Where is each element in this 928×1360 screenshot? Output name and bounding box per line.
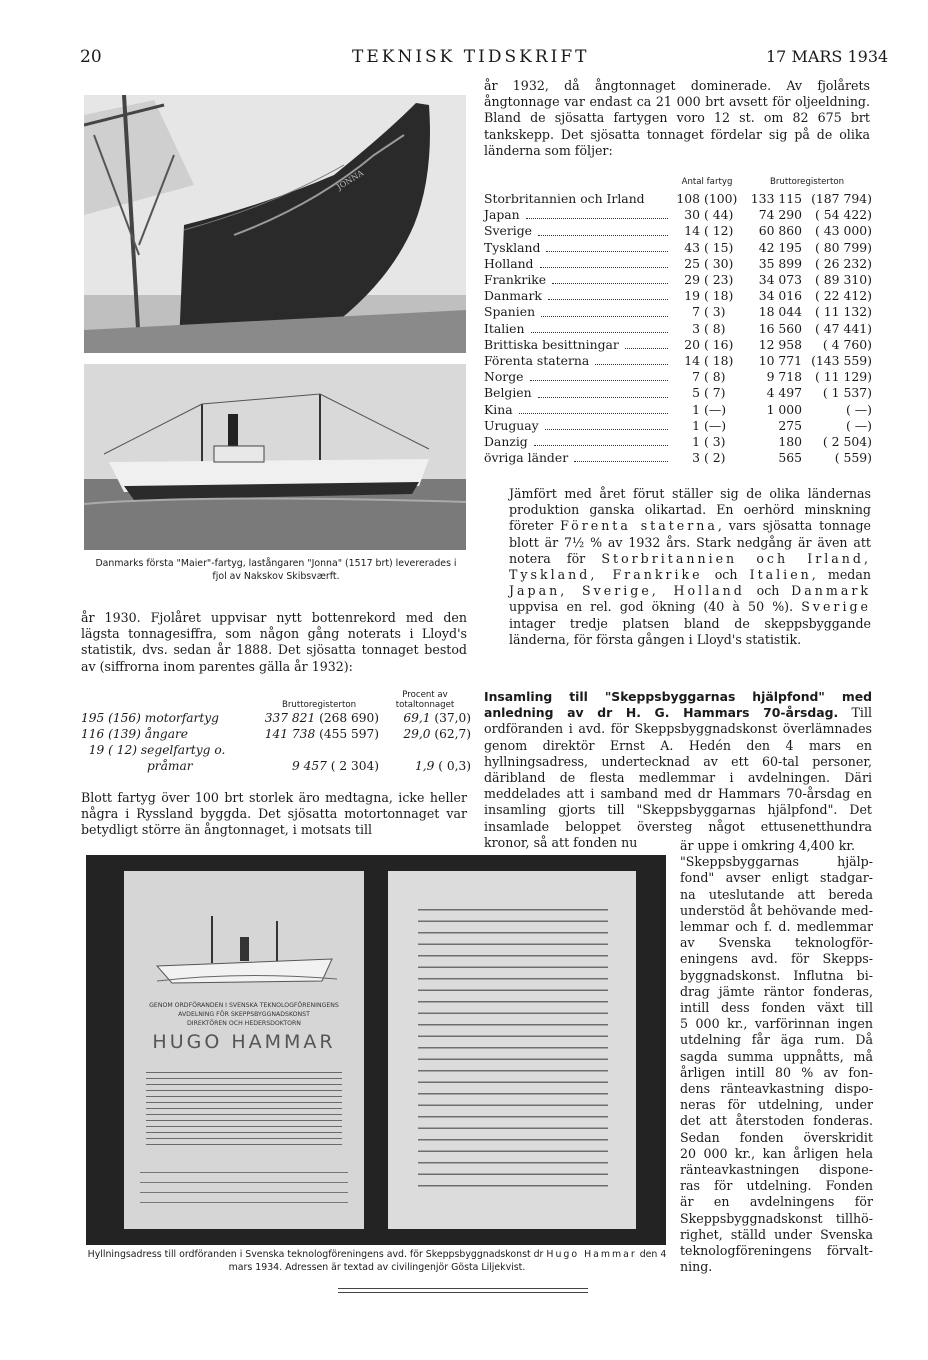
brt-value: 9 718 <box>766 369 803 385</box>
insamling-paragraph <box>484 689 872 851</box>
brt-value: 34 073 <box>758 272 803 288</box>
table-row <box>484 418 872 434</box>
brt-value: 42 195 <box>758 239 803 255</box>
table-row <box>484 369 872 385</box>
rule-top <box>338 1288 588 1289</box>
pct-header <box>379 690 471 710</box>
ships-prev: ( 8) <box>704 320 726 336</box>
rule-bottom <box>338 1292 588 1293</box>
country-name: Danmark <box>484 288 542 304</box>
table-row <box>484 434 872 450</box>
ships-count: 1 <box>692 417 701 433</box>
brt-value: 35 899 <box>758 255 803 271</box>
brt-prev: (143 559) <box>811 353 872 369</box>
text-line: neras för utdelning, under <box>680 1097 873 1113</box>
ships-prev: (—) <box>704 401 727 417</box>
pct-header-line1: Procent av <box>402 690 448 700</box>
country-name: Storbritannien och Irland <box>484 191 645 206</box>
brt-value: 34 016 <box>758 288 803 304</box>
text-line: understöd åt behövande med- <box>680 902 873 918</box>
text-line: drag jämte räntor fonderas, <box>680 983 873 999</box>
text-line: fond" avser enligt stadgar- <box>680 870 873 886</box>
text-line: byggnadskonst. Influtna bi- <box>680 967 873 983</box>
text-line: eningens avd. för Skepps- <box>680 951 873 967</box>
country-name: Frankrike <box>484 272 547 288</box>
brt-prev: ( 54 422) <box>815 207 872 223</box>
text-line: intill dess fonden växt till <box>680 1000 873 1016</box>
country-name: Uruguay <box>484 417 539 433</box>
brt-prev: ( 2 504) <box>822 434 872 450</box>
brt-prev: ( 11 132) <box>815 304 872 320</box>
text-line: årligen intill 80 % av fon- <box>680 1064 873 1080</box>
address-text-block <box>146 1067 342 1147</box>
text-line: lemmar och f. d. medlemmar <box>680 919 873 935</box>
ships-header: Antal fartyg <box>681 177 733 187</box>
country-name: Belgien <box>484 385 532 401</box>
ships-prev: ( 3) <box>704 304 726 320</box>
brt-header: Bruttoregisterton <box>281 700 357 710</box>
ships-prev: ( 7) <box>704 385 726 401</box>
left-outro-paragraph: Blott fartyg över 100 brt storlek äro medtagna, icke heller några i Ryssland byggda. Det sjösatta motortonnaget var betydligt större än ångtonnaget, i motsats till <box>81 790 467 838</box>
insamling-body: Till ordföranden i avd. för Skeppsbyggnadskonst överlämnades genom direktör Ernst A. Hedén den 4 mars en hyllningsadress, undertecknad av ett 60-tal personer, däribland de flesta medlemmar i avdelningen. Däri meddelades att i samband med dr Hammars 70-årsdag en insamling gjorts till "Skeppsbyggarnas hjälpfond". Det insamlade beloppet översteg något ettusenetthundra kronor, så att fonden nu <box>484 705 872 850</box>
text-line: utdelning får äga rum. Då <box>680 1032 873 1048</box>
brt-prev: ( 22 412) <box>815 288 872 304</box>
ships-prev: ( 30) <box>704 255 734 271</box>
brt-prev: ( 4 760) <box>822 336 872 352</box>
leader-dots <box>534 434 668 446</box>
brt-value: 565 <box>778 450 803 466</box>
address-signatures-right <box>418 899 608 1189</box>
brt-prev: ( 89 310) <box>815 272 872 288</box>
ships-prev: (100) <box>704 191 738 206</box>
issue-date: 17 MARS 1934 <box>766 47 889 66</box>
ships-prev: ( 16) <box>704 336 734 352</box>
country-name: Sverige <box>484 223 532 239</box>
ships-count: 30 <box>684 207 701 223</box>
table-row <box>484 191 872 207</box>
brt-prev: ( 1 537) <box>822 385 872 401</box>
country-name: Holland <box>484 255 534 271</box>
brt-value: 180 <box>778 434 803 450</box>
brt-header-right: Bruttoregisterton <box>769 177 845 187</box>
leader-dots <box>548 288 668 300</box>
text-line: ränteavkastningen dispone- <box>680 1162 873 1178</box>
leader-dots <box>531 321 669 333</box>
tonnage-type-table <box>81 690 471 774</box>
address-heading: GENOM ORDFÖRANDEN I SVENSKA TEKNOLOGFÖRENINGENS AVDELNING FÖR SKEPPSBYGGNADSKONST DIREKTÖREN OCH HEDERSDOKTORN <box>149 1002 339 1027</box>
ships-prev: ( 44) <box>704 207 734 223</box>
table-row-cont: pråmar 9 457 ( 2 304) 1,9 ( 0,3) <box>147 759 471 773</box>
leader-dots <box>541 304 668 316</box>
leader-dots <box>546 240 668 252</box>
right-intro-paragraph: år 1932, då ångtonnaget dominerade. Av fjolårets ångtonnage var endast ca 21 000 brt avsett för oljeeldning. Bland de sjösatta fartygen voro 12 st. om 82 675 brt tankskepp. Det sjösatta tonnaget fördelar sig på de olika länderna som följer: <box>484 78 870 158</box>
text-line: ras för utdelning. Fonden <box>680 1178 873 1194</box>
table-row <box>484 402 872 418</box>
table-row <box>484 304 872 320</box>
ships-count: 7 <box>692 304 701 320</box>
brt-value: 18 044 <box>758 304 803 320</box>
table-row <box>484 256 872 272</box>
ships-count: 1 <box>692 434 701 450</box>
country-name: övriga länder <box>484 450 569 466</box>
leader-dots <box>526 207 668 219</box>
text-line: righet, ställd under Svenska <box>680 1226 873 1242</box>
address-right-page <box>388 871 636 1229</box>
table-row <box>484 450 872 466</box>
ships-count: 29 <box>684 272 701 288</box>
brt-prev: ( 80 799) <box>815 239 872 255</box>
brt-value: 12 958 <box>758 336 803 352</box>
ships-prev: ( 3) <box>704 434 726 450</box>
country-name: Brittiska besittningar <box>484 336 619 352</box>
table-row <box>484 288 872 304</box>
pct-header-line2: totaltonnaget <box>395 700 455 710</box>
ships-count: 3 <box>692 320 701 336</box>
table-row <box>484 337 872 353</box>
brt-value: 4 497 <box>766 385 803 401</box>
text-line: 5 000 kr., varförinnan ingen <box>680 1016 873 1032</box>
ships-count: 19 <box>684 288 701 304</box>
table-row: 195 (156) motorfartyg 337 821 (268 690) 69,1 (37,0) <box>81 711 471 725</box>
insamling-title: Insamling till "Skeppsbyggarnas hjälpfond" med anledning av dr H. G. Hammars 70-årsdag. <box>484 689 872 721</box>
country-name: Förenta staterna <box>484 353 590 369</box>
text-line: na uteslutande att bereda <box>680 886 873 902</box>
address-caption: Hyllningsadress till ordföranden i Svenska teknologföreningens avd. för Skeppsbyggnadskonst dr Hugo Hammar den 4 mars 1934. Adressen är textad av civilingenjör Gösta Liljekvist. <box>87 1249 667 1273</box>
leader-dots <box>574 450 668 462</box>
left-intro-paragraph: år 1930. Fjolåret uppvisar nytt bottenrekord med den lägsta tonnagesiffra, som någon gång noterats i Lloyd's statistik, dvs. sedan år 1888. Det sjösatta tonnaget bestod av (siffrorna inom parentes gälla år 1932): <box>81 610 467 674</box>
narrow-column <box>680 838 873 1275</box>
brt-prev: ( —) <box>846 401 872 417</box>
text-line: dens ränteavkastning dispo- <box>680 1081 873 1097</box>
ships-count: 1 <box>692 401 701 417</box>
ships-count: 5 <box>692 385 701 401</box>
ship-at-sea-illustration <box>84 364 466 550</box>
ship-at-sea-photo <box>84 364 466 550</box>
country-name: Norge <box>484 369 524 385</box>
table-row <box>484 272 872 288</box>
leader-dots <box>519 402 668 414</box>
text-line: är uppe i omkring 4,400 kr. <box>680 838 855 853</box>
brt-prev: ( —) <box>846 417 872 433</box>
ships-prev: ( 8) <box>704 369 726 385</box>
ship-launch-photo <box>84 95 466 353</box>
ships-count: 14 <box>684 353 701 369</box>
table-row <box>484 240 872 256</box>
ships-prev: ( 2) <box>704 450 726 466</box>
brt-prev: ( 47 441) <box>815 320 872 336</box>
brt-value: 74 290 <box>758 207 803 223</box>
journal-title: TEKNISK TIDSKRIFT <box>352 47 590 67</box>
ship-photo-caption: Danmarks första "Maier"-fartyg, lastångaren "Jonna" (1517 brt) levererades i fjol av Nakskov Skibsværft. <box>95 558 457 582</box>
address-ship-icon <box>152 911 342 991</box>
address-photo <box>86 855 666 1245</box>
leader-dots <box>538 223 668 235</box>
brt-value: 133 115 <box>750 191 803 206</box>
leader-dots <box>595 353 668 365</box>
text-line: ning. <box>680 1259 713 1275</box>
leader-dots <box>625 337 668 349</box>
countries-table <box>484 177 872 187</box>
ships-count: 3 <box>692 450 701 466</box>
text-line: Sedan fonden överskridit <box>680 1129 873 1145</box>
ships-count: 20 <box>684 336 701 352</box>
hull-name: JONNA <box>335 168 366 192</box>
leader-dots <box>530 369 669 381</box>
text-line: är en avdelningens för <box>680 1194 873 1210</box>
country-name: Italien <box>484 320 525 336</box>
ships-count: 43 <box>684 239 701 255</box>
brt-value: 1 000 <box>766 401 803 417</box>
ships-prev: ( 12) <box>704 223 734 239</box>
leader-dots <box>540 256 669 268</box>
ships-count: 108 <box>676 191 701 206</box>
address-signatures-left <box>140 1163 348 1203</box>
text-line: "Skeppsbyggarnas hjälp- <box>680 854 873 870</box>
ships-prev: ( 15) <box>704 239 734 255</box>
countries-list <box>484 191 872 466</box>
text-line: sagda summa uppnåtts, må <box>680 1048 873 1064</box>
leader-dots <box>545 418 668 430</box>
brt-prev: ( 43 000) <box>815 223 872 239</box>
brt-value: 275 <box>778 417 803 433</box>
brt-prev: ( 26 232) <box>815 255 872 271</box>
table-row <box>484 353 872 369</box>
leader-dots <box>552 272 668 284</box>
brt-prev: ( 559) <box>834 450 872 466</box>
text-line: det att återstoden fonderas. <box>680 1113 873 1129</box>
table-row <box>484 207 872 223</box>
text-line: av Svenska teknologför- <box>680 935 873 951</box>
table-row <box>484 321 872 337</box>
brt-value: 60 860 <box>758 223 803 239</box>
ships-prev: ( 23) <box>704 272 734 288</box>
text-line: Skeppsbyggnadskonst tillhö- <box>680 1210 873 1226</box>
table-row: 116 (139) ångare 141 738 (455 597) 29,0 (62,7) <box>81 727 471 741</box>
ship-launch-illustration <box>84 95 466 353</box>
table-row <box>484 385 872 401</box>
country-name: Tyskland <box>484 239 541 255</box>
brt-prev: ( 11 129) <box>815 369 872 385</box>
ships-count: 14 <box>684 223 701 239</box>
table-row <box>484 223 872 239</box>
ships-prev: ( 18) <box>704 353 734 369</box>
brt-value: 16 560 <box>758 320 803 336</box>
country-name: Japan <box>484 207 520 223</box>
brt-value: 10 771 <box>758 353 803 369</box>
leader-dots <box>538 385 668 397</box>
ships-count: 7 <box>692 369 701 385</box>
ships-count: 25 <box>684 255 701 271</box>
country-name: Danzig <box>484 434 528 450</box>
address-left-page <box>124 871 364 1229</box>
country-name: Spanien <box>484 304 536 320</box>
address-name: HUGO HAMMAR <box>152 1031 336 1053</box>
table-row: 19 ( 12) segelfartyg o. <box>88 743 226 757</box>
text-line: teknologföreningens förvalt- <box>680 1243 873 1259</box>
ships-prev: ( 18) <box>704 288 734 304</box>
brt-prev: (187 794) <box>811 191 872 206</box>
ships-prev: (—) <box>704 417 727 433</box>
text-line: 20 000 kr., kan årligen hela <box>680 1145 873 1161</box>
compare-paragraph: Jämfört med året förut ställer sig de olika ländernas produktion ganska olikartad. En oerhörd minskning företer Förenta staterna, vars sjösatta tonnage blott är 7½ % av 1932 års. Stark nedgång är även att notera för Storbritannien och Irland, Tyskland, Frankrike och Italien, medan Japan, Sverige, Holland och Danmark uppvisa en rel. god ökning (40 à 50 %). Sverige intager tredje platsen bland de skeppsbyggande länderna, för första gången i Lloyd's statistik. <box>509 486 871 647</box>
country-name: Kina <box>484 401 513 417</box>
page-number: 20 <box>80 47 102 67</box>
